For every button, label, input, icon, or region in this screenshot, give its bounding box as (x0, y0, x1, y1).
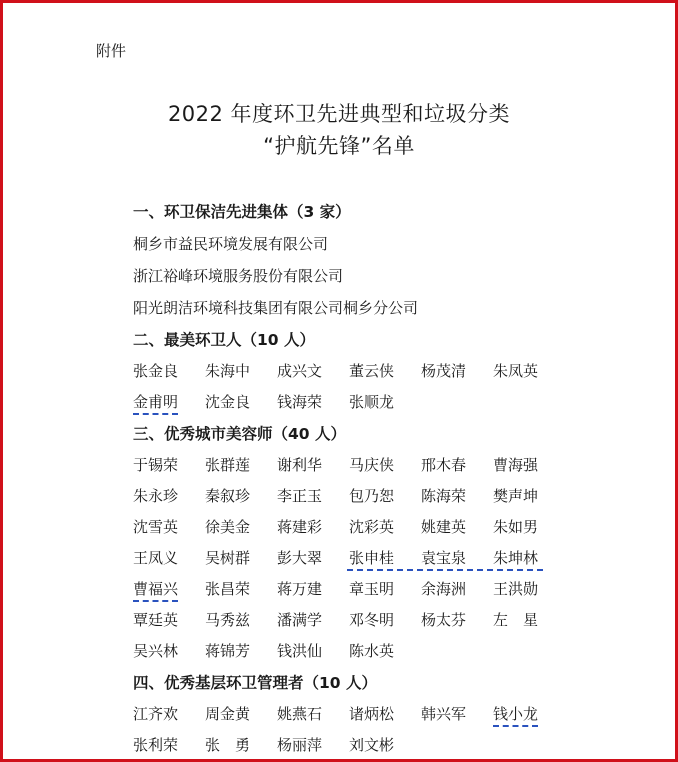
person-name: 覃廷英 (133, 611, 179, 629)
person-name: 陈水英 (349, 642, 395, 660)
person-name: 张昌荣 (205, 580, 251, 598)
person-name: 周金黄 (205, 705, 251, 723)
name-row (133, 512, 653, 543)
person-name: 谢利华 (277, 456, 323, 474)
person-name: 秦叙珍 (205, 487, 251, 505)
person-name: 钱海荣 (277, 393, 323, 411)
person-name: 蒋建彩 (277, 518, 323, 536)
person-name: 韩兴军 (421, 705, 467, 723)
name-row (133, 636, 653, 667)
person-name: 张利荣 (133, 736, 179, 754)
person-name: 董云侠 (349, 362, 395, 380)
person-name: 曹海强 (493, 456, 539, 474)
person-name: 杨丽萍 (277, 736, 323, 754)
person-name: 朱如男 (493, 518, 539, 536)
person-name: 余海洲 (421, 580, 467, 598)
person-name: 张群莲 (205, 456, 251, 474)
person-name: 朱凤英 (493, 362, 539, 380)
person-name: 钱洪仙 (277, 642, 323, 660)
section-heading: 三、优秀城市美容师（40 人） (133, 425, 346, 443)
person-name: 姚燕石 (277, 705, 323, 723)
person-name: 章玉明 (349, 580, 395, 598)
name-row (133, 730, 653, 761)
person-name: 于锡荣 (133, 456, 179, 474)
person-name: 张金良 (133, 362, 179, 380)
name-row (133, 450, 653, 481)
person-name: 马秀兹 (205, 611, 251, 629)
person-name: 樊声坤 (493, 487, 539, 505)
person-name: 吴树群 (205, 549, 251, 567)
name-row (133, 699, 653, 730)
person-name: 成兴文 (277, 362, 323, 380)
person-name: 王凤义 (133, 549, 179, 567)
name-row (133, 543, 653, 574)
company-item: 阳光朗洁环境科技集团有限公司桐乡分公司 (133, 299, 419, 317)
person-name: 张顺龙 (349, 393, 395, 411)
name-row (133, 574, 653, 605)
person-name: 王洪勋 (493, 580, 539, 598)
person-name: 朱海中 (205, 362, 251, 380)
person-name: 左 星 (493, 611, 539, 629)
name-row (133, 356, 653, 387)
person-name: 江齐欢 (133, 705, 179, 723)
person-name: 彭大翠 (277, 549, 323, 567)
section-heading: 二、最美环卫人（10 人） (133, 331, 315, 349)
person-name: 朱永珍 (133, 487, 179, 505)
person-name-marked: 曹福兴 (133, 574, 205, 605)
person-name: 刘文彬 (349, 736, 395, 754)
person-name: 杨茂清 (421, 362, 467, 380)
document-title-line1: 2022 年度环卫先进典型和垃圾分类 (167, 102, 511, 126)
section-heading: 四、优秀基层环卫管理者（10 人） (133, 674, 377, 692)
person-name: 沈雪英 (133, 518, 179, 536)
person-name: 陈海荣 (421, 487, 467, 505)
person-name: 邓冬明 (349, 611, 395, 629)
person-name-marked: 张申桂 (349, 549, 395, 567)
person-name: 包乃恕 (349, 487, 395, 505)
person-name: 张 勇 (205, 736, 251, 754)
company-item: 浙江裕峰环境服务股份有限公司 (133, 267, 344, 285)
person-name: 沈彩英 (349, 518, 395, 536)
person-name: 邢木春 (421, 456, 467, 474)
person-name: 潘满学 (277, 611, 323, 629)
person-name: 沈金良 (205, 393, 251, 411)
document-title-line2: “护航先锋”名单 (263, 134, 415, 158)
person-name: 吴兴林 (133, 642, 179, 660)
person-name-marked: 金甫明 (133, 387, 205, 418)
name-row (133, 387, 653, 418)
person-name: 徐美金 (205, 518, 251, 536)
person-name: 蒋万建 (277, 580, 323, 598)
person-name: 蒋锦芳 (205, 642, 251, 660)
attachment-label: 附件 (96, 42, 127, 60)
name-row (133, 605, 653, 636)
dashed-underline (347, 569, 543, 571)
person-name: 诸炳松 (349, 705, 395, 723)
person-name: 李正玉 (277, 487, 323, 505)
person-name: 马庆侠 (349, 456, 395, 474)
person-name: 姚建英 (421, 518, 467, 536)
person-name-marked: 朱坤林 (493, 549, 539, 567)
section-heading: 一、环卫保洁先进集体（3 家） (133, 203, 351, 221)
person-name-marked: 袁宝泉 (421, 549, 467, 567)
person-name: 杨太芬 (421, 611, 467, 629)
company-item: 桐乡市益民环境发展有限公司 (133, 235, 329, 253)
list-content (133, 196, 653, 761)
name-row (133, 481, 653, 512)
person-name-marked: 钱小龙 (493, 699, 565, 730)
